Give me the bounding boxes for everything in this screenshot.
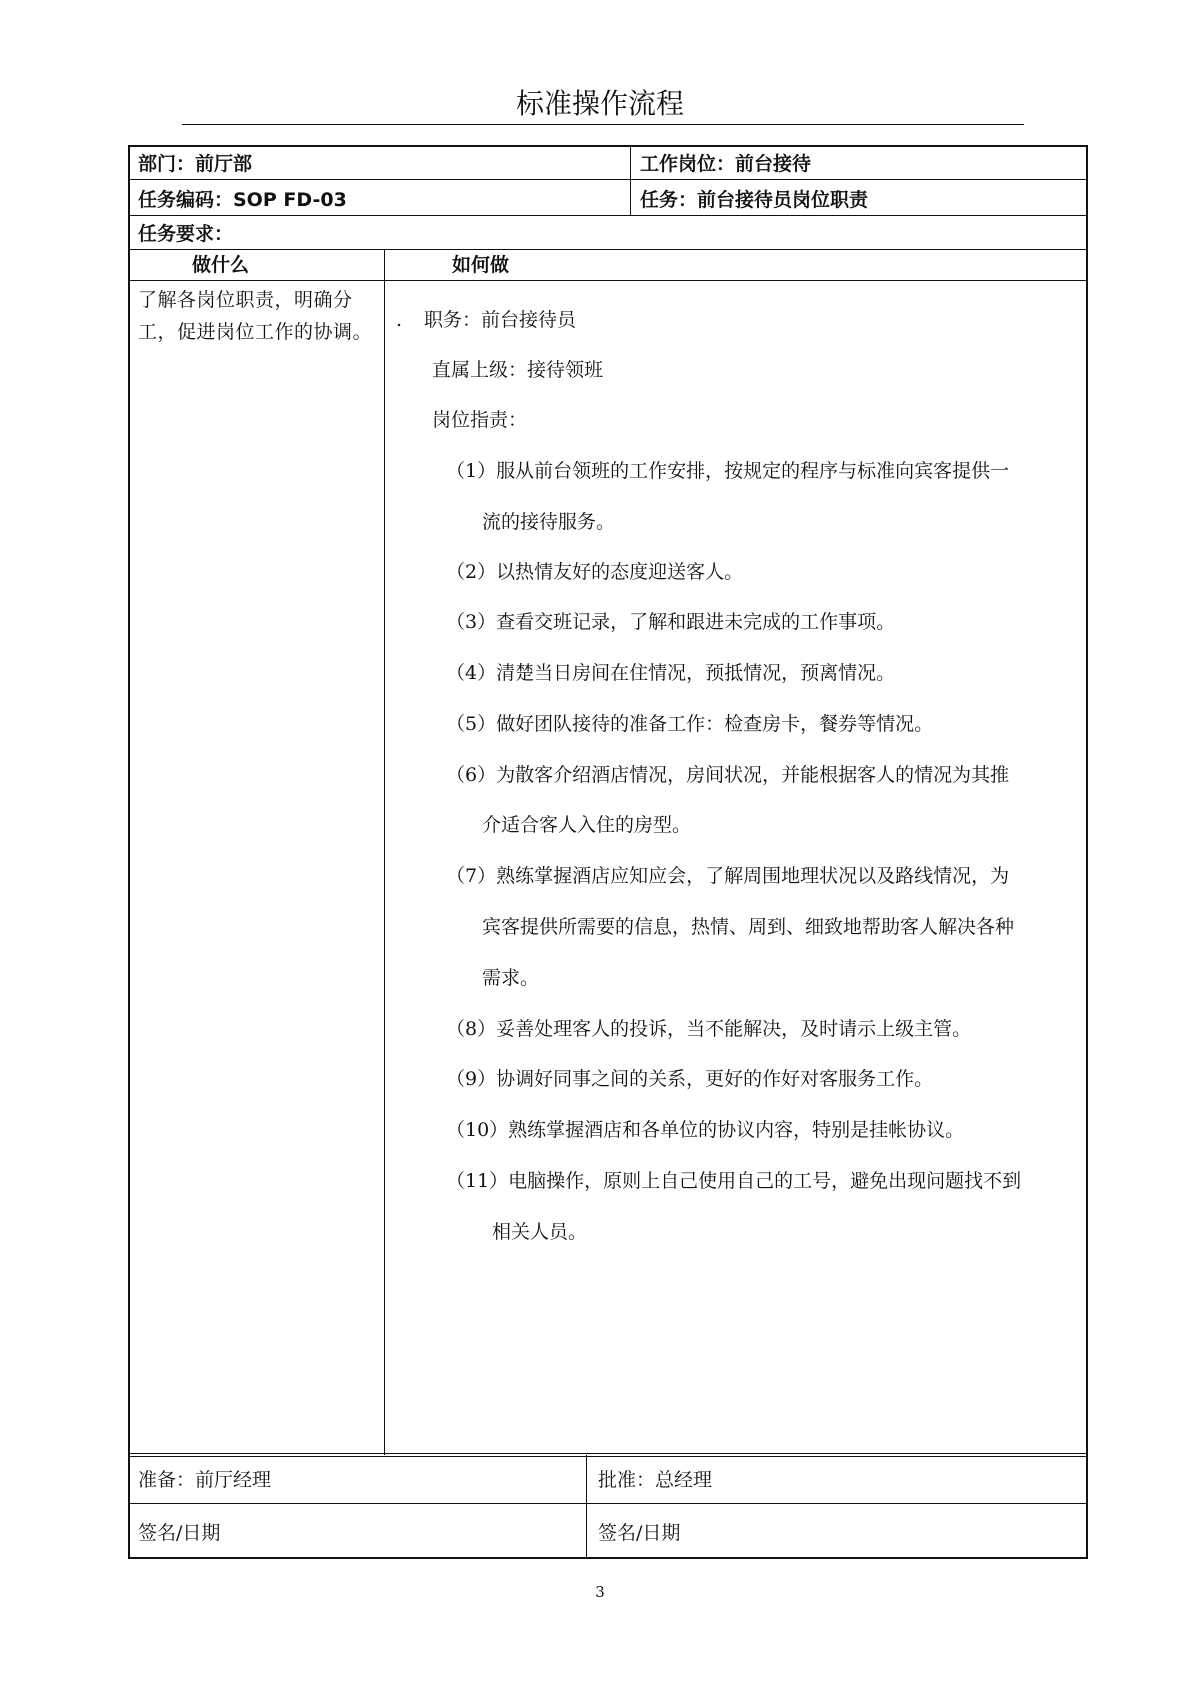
duty-line: （10）熟练掌握酒店和各单位的协议内容，特别是挂帐协议。 bbox=[446, 1119, 965, 1141]
duty-line: （8）妥善处理客人的投诉，当不能解决，及时请示上级主管。 bbox=[446, 1018, 972, 1040]
requirement-label: 任务要求： bbox=[138, 223, 234, 245]
row-divider bbox=[128, 280, 1088, 281]
row-divider bbox=[128, 1503, 1088, 1504]
row-divider bbox=[128, 179, 1088, 180]
duties-label: 岗位指责： bbox=[432, 409, 528, 431]
task-label: 任务：前台接待员岗位职责 bbox=[640, 189, 869, 211]
signature-date-left: 签名/日期 bbox=[138, 1522, 221, 1544]
column-divider bbox=[630, 145, 631, 215]
duty-line: （11）电脑操作，原则上自己使用自己的工号，避免出现问题找不到 bbox=[446, 1170, 1022, 1192]
duty-line: （6）为散客介绍酒店情况，房间状况，并能根据客人的情况为其推 bbox=[446, 764, 1010, 786]
duty-line: （2）以热情友好的态度迎送客人。 bbox=[446, 561, 744, 583]
duty-line: （9）协调好同事之间的关系，更好的作好对客服务工作。 bbox=[446, 1068, 934, 1090]
row-divider bbox=[128, 249, 1088, 250]
duty-line: （3）查看交班记录，了解和跟进未完成的工作事项。 bbox=[446, 611, 896, 633]
duty-line: 相关人员。 bbox=[492, 1221, 588, 1243]
sop-table bbox=[128, 145, 1088, 1559]
duty-line: 介适合客人入住的房型。 bbox=[482, 814, 692, 836]
duty-line: 流的接待服务。 bbox=[482, 511, 616, 533]
row-divider bbox=[128, 215, 1088, 216]
footer-divider bbox=[128, 1453, 1088, 1457]
duty-line: （1）服从前台领班的工作安排，按规定的程序与标准向宾客提供一 bbox=[446, 460, 1010, 482]
table-frame bbox=[128, 145, 1088, 1559]
column-header-how: 如何做 bbox=[452, 254, 510, 276]
approved-by: 批准：总经理 bbox=[598, 1469, 713, 1491]
duty-line: （7）熟练掌握酒店应知应会，了解周围地理状况以及路线情况，为 bbox=[446, 865, 1010, 887]
department-label: 部门：前厅部 bbox=[138, 153, 253, 175]
duty-line: （5）做好团队接待的准备工作：检查房卡，餐券等情况。 bbox=[446, 713, 934, 735]
supervisor-line: 直属上级：接待领班 bbox=[432, 359, 604, 381]
task-code-label: 任务编码：SOP FD-03 bbox=[138, 189, 347, 211]
what-description: 了解各岗位职责，明确分工，促进岗位工作的协调。 bbox=[138, 289, 373, 343]
position-label: 工作岗位：前台接待 bbox=[640, 153, 812, 175]
signature-date-right: 签名/日期 bbox=[598, 1522, 681, 1544]
duty-line: 需求。 bbox=[482, 967, 540, 989]
prepared-by: 准备：前厅经理 bbox=[138, 1469, 272, 1491]
column-header-what: 做什么 bbox=[192, 254, 250, 276]
role-line: 职务：前台接待员 bbox=[424, 309, 577, 331]
bullet-dot: . bbox=[396, 309, 403, 331]
duty-line: 宾客提供所需要的信息，热情、周到、细致地帮助客人解决各种 bbox=[482, 916, 1015, 938]
duty-line: （4）清楚当日房间在住情况，预抵情况，预离情况。 bbox=[446, 662, 896, 684]
page-number: 3 bbox=[595, 1583, 605, 1601]
column-divider bbox=[586, 1455, 587, 1559]
page-title: 标准操作流程 bbox=[515, 87, 684, 120]
column-divider bbox=[384, 249, 385, 1455]
title-underline bbox=[182, 124, 1024, 125]
